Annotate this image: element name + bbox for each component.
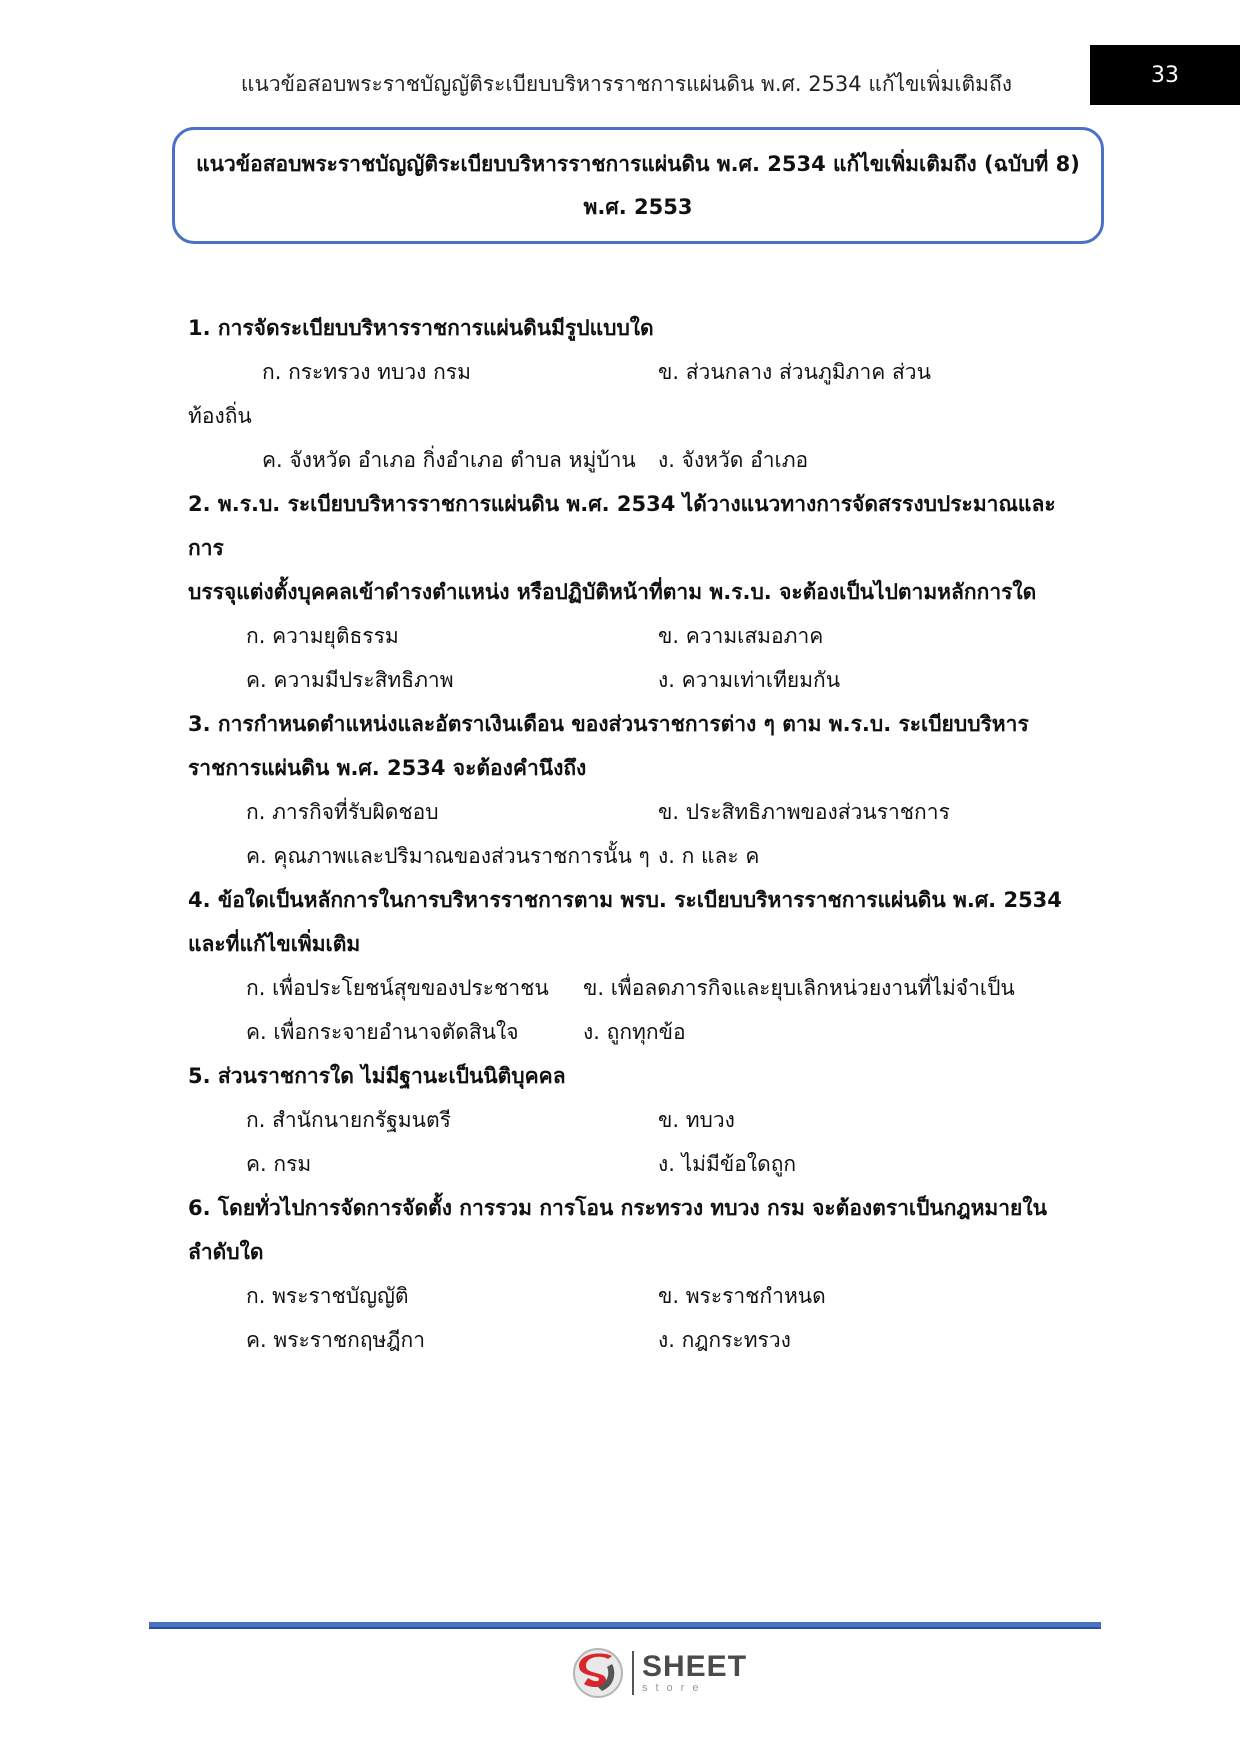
- option-a: ก. กระทรวง ทบวง กรม: [262, 360, 471, 384]
- running-header-title: แนวข้อสอบพระราชบัญญัติระเบียบบริหารราชการแผ่นดิน พ.ศ. 2534 แก้ไขเพิ่มเติมถึง: [240, 72, 1012, 96]
- option-d: ง. ก และ ค: [658, 844, 760, 868]
- option-d: ง. ถูกทุกข้อ: [583, 1020, 686, 1044]
- option-a: ก. สำนักนายกรัฐมนตรี: [246, 1108, 451, 1132]
- question-3: [188, 702, 1088, 878]
- question-text-line-1: 6. โดยทั่วไปการจัดการจัดตั้ง การรวม การโอน กระทรวง ทบวง กรม จะต้องตราเป็นกฎหมายใน: [188, 1196, 1047, 1220]
- questions-section: [188, 306, 1088, 1362]
- question-4: [188, 878, 1088, 1054]
- option-a: ก. ความยุติธรรม: [246, 624, 399, 648]
- question-text-line-1: 4. ข้อใดเป็นหลักการในการบริหารราชการตาม พรบ. ระเบียบบริหารราชการแผ่นดิน พ.ศ. 2534: [188, 888, 1062, 912]
- option-a: ก. เพื่อประโยชน์สุขของประชาชน: [246, 976, 549, 1000]
- question-text: 1. การจัดระเบียบบริหารราชการแผ่นดินมีรูปแบบใด: [188, 316, 654, 340]
- question-text-line-1: 3. การกำหนดตำแหน่งและอัตราเงินเดือน ของส่วนราชการต่าง ๆ ตาม พ.ร.บ. ระเบียบบริหาร: [188, 712, 1029, 736]
- question-6: [188, 1186, 1088, 1362]
- logo-subtext: store: [642, 1682, 707, 1694]
- title-line-1: แนวข้อสอบพระราชบัญญัติระเบียบบริหารราชการแผ่นดิน พ.ศ. 2534 แก้ไขเพิ่มเติมถึง (ฉบับที่ 8): [196, 151, 1080, 176]
- option-d: ง. ไม่มีข้อใดถูก: [658, 1152, 797, 1176]
- question-text: 5. ส่วนราชการใด ไม่มีฐานะเป็นนิติบุคคล: [188, 1064, 566, 1088]
- option-d: ง. ความเท่าเทียมกัน: [658, 668, 841, 692]
- question-2: [188, 482, 1088, 702]
- question-5: [188, 1054, 1088, 1186]
- footer-rule: [149, 1622, 1101, 1629]
- question-text-line-2: ลำดับใด: [188, 1240, 264, 1264]
- question-text-line-2: ราชการแผ่นดิน พ.ศ. 2534 จะต้องคำนึงถึง: [188, 756, 587, 780]
- running-header: [0, 68, 1036, 101]
- option-d: ง. จังหวัด อำเภอ: [658, 448, 809, 472]
- option-b: ข. พระราชกำหนด: [658, 1284, 826, 1308]
- option-a: ก. ภารกิจที่รับผิดชอบ: [246, 800, 439, 824]
- option-a: ก. พระราชบัญญัติ: [246, 1284, 409, 1308]
- question-1: [188, 306, 1088, 482]
- page-number: 33: [1090, 45, 1240, 105]
- option-c: ค. เพื่อกระจายอำนาจตัดสินใจ: [246, 1020, 519, 1044]
- option-b-continued: ท้องถิ่น: [188, 404, 252, 428]
- option-c: ค. พระราชกฤษฎีกา: [246, 1328, 426, 1352]
- option-c: ค. กรม: [246, 1152, 312, 1176]
- option-d: ง. กฎกระทรวง: [658, 1328, 791, 1352]
- title-line-2: พ.ศ. 2553: [583, 194, 693, 219]
- question-text-line-2: และที่แก้ไขเพิ่มเติม: [188, 932, 361, 956]
- title-box: [172, 127, 1104, 244]
- sheet-store-logo: [572, 1645, 747, 1701]
- option-c: ค. จังหวัด อำเภอ กิ่งอำเภอ ตำบล หมู่บ้าน: [262, 448, 636, 472]
- question-text-line-2: บรรจุแต่งตั้งบุคคลเข้าดำรงตำแหน่ง หรือปฏิบัติหน้าที่ตาม พ.ร.บ. จะต้องเป็นไปตามหลักการใด: [188, 580, 1037, 604]
- option-b: ข. ส่วนกลาง ส่วนภูมิภาค ส่วน: [658, 360, 931, 384]
- logo-text: [642, 1652, 747, 1694]
- logo-word: SHEET: [642, 1650, 748, 1683]
- option-b: ข. ประสิทธิภาพของส่วนราชการ: [658, 800, 950, 824]
- option-b: ข. ความเสมอภาค: [658, 624, 824, 648]
- sheet-store-s-logo-icon: [572, 1647, 624, 1699]
- option-b: ข. ทบวง: [658, 1108, 735, 1132]
- option-b: ข. เพื่อลดภารกิจและยุบเลิกหน่วยงานที่ไม่จำเป็น: [583, 976, 1015, 1000]
- option-c: ค. ความมีประสิทธิภาพ: [246, 668, 454, 692]
- logo-divider: [632, 1651, 634, 1695]
- option-c: ค. คุณภาพและปริมาณของส่วนราชการนั้น ๆ: [246, 844, 650, 868]
- question-text-line-1: 2. พ.ร.บ. ระเบียบบริหารราชการแผ่นดิน พ.ศ. 2534 ได้วางแนวทางการจัดสรรงบประมาณและการ: [188, 492, 1056, 560]
